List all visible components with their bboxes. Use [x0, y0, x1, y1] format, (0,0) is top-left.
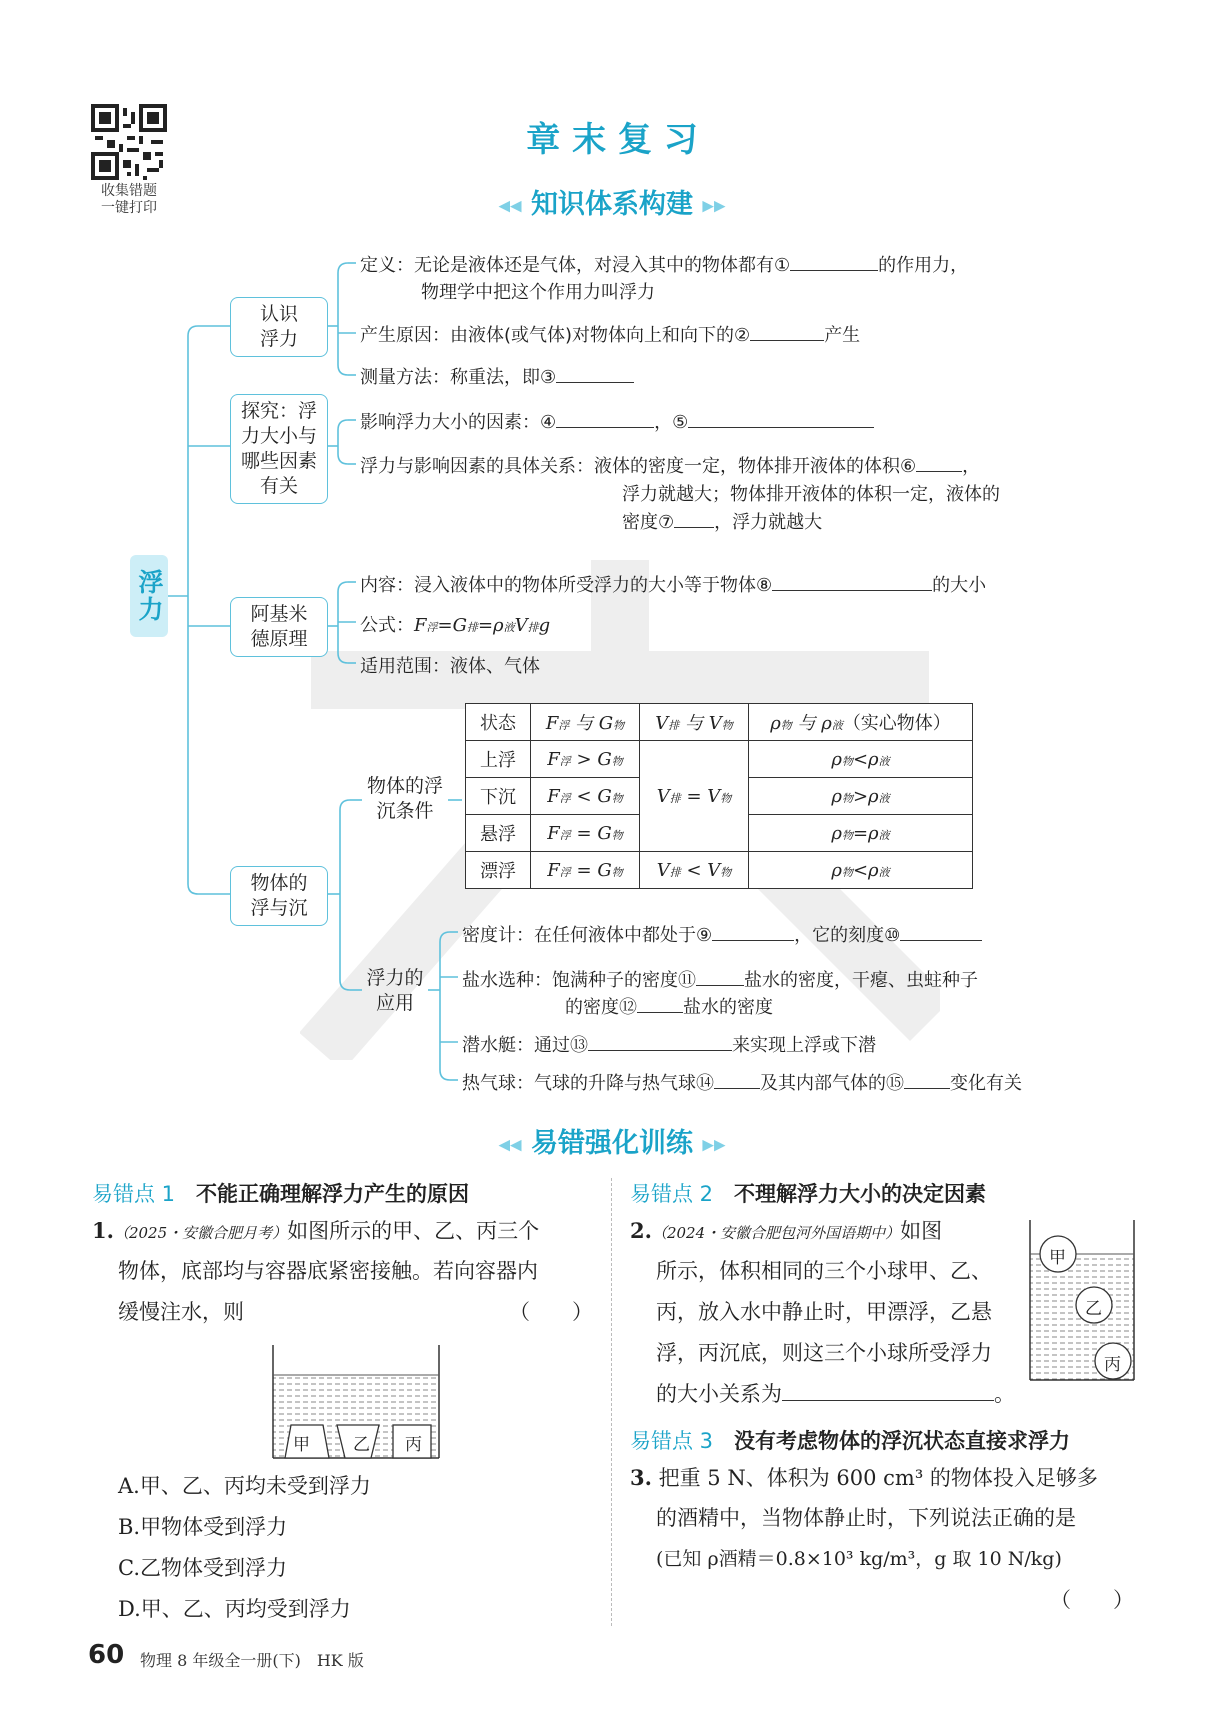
error-point-2-tag: 易错点 2 — [630, 1182, 714, 1206]
table-cell-density: ρ物>ρ液 — [749, 778, 973, 815]
submarine-line — [462, 1031, 876, 1057]
seed-selection-text-end: 盐水的密度，干瘪、虫蛀种子 — [744, 970, 978, 991]
cause-text: 产生原因：由液体(或气体)对物体向上和向下的② — [360, 325, 751, 346]
table-header-force: F浮 与 G物 — [531, 704, 640, 741]
balloon-line — [462, 1069, 1022, 1095]
error-point-2-heading — [630, 1178, 986, 1208]
table-cell-density: ρ物<ρ液 — [749, 852, 973, 889]
table-header-volume: V排 与 V物 — [640, 704, 749, 741]
buoyancy-application-label-line1: 浮力的 — [366, 967, 424, 989]
formula-label: 公式： — [360, 615, 414, 636]
branch-box-recognize — [230, 297, 328, 357]
page-title: 章 末 复 习 — [526, 120, 698, 160]
question-1-text: 如图所示的甲、乙、丙三个 — [287, 1219, 540, 1243]
seed-selection-line2 — [565, 993, 773, 1019]
question-1-line1 — [92, 1210, 539, 1254]
qr-caption-line2: 一键打印 — [101, 200, 157, 216]
blank-8[interactable] — [772, 572, 932, 591]
cause-line — [360, 321, 860, 347]
formula-line — [360, 611, 550, 637]
table-cell-state: 上浮 — [466, 741, 531, 778]
submarine-text: 潜水艇：通过⑬ — [462, 1035, 588, 1056]
question-3-line2: 的酒精中，当物体静止时，下列说法正确的是 — [656, 1506, 1076, 1530]
error-point-1-title: 不能正确理解浮力产生的原因 — [196, 1182, 470, 1206]
sink-float-table — [465, 703, 973, 889]
section-heading-knowledge-text: 知识体系构建 — [531, 189, 693, 220]
table-header-density: ρ物 与 ρ液（实心物体） — [749, 704, 973, 741]
question-1-line3 — [118, 1292, 593, 1333]
table-cell-state: 漂浮 — [466, 852, 531, 889]
column-divider — [611, 1178, 612, 1626]
relation-line — [360, 452, 980, 478]
blank-4[interactable] — [556, 409, 654, 428]
book-title: 物理 8 年级全一册(下) HK 版 — [140, 1651, 364, 1670]
principle-content-text: 内容：浸入液体中的物体所受浮力的大小等于物体⑧ — [360, 575, 773, 596]
relation-line3 — [622, 508, 822, 534]
mindmap-root — [130, 555, 168, 637]
figure-label-yi: 乙 — [353, 1435, 370, 1455]
relation-line2: 浮力就越大；物体排开液体的体积一定，液体的 — [622, 484, 1000, 505]
branch-box-archimedes-line1: 阿基米 — [250, 603, 308, 625]
branch-box-sink-float-line1: 物体的 — [250, 872, 308, 894]
seed-selection-line2-text: 的密度⑫ — [565, 997, 637, 1018]
branch-box-explore-line1: 探究：浮 — [240, 400, 317, 422]
table-cell-state: 悬浮 — [466, 815, 531, 852]
buoyancy-application-label — [362, 966, 428, 1016]
branch-box-sink-float — [230, 866, 328, 926]
table-row — [466, 852, 973, 889]
table-cell-force: F浮 = G物 — [531, 852, 640, 889]
left-arrows-icon: ◀◀ — [498, 1135, 522, 1154]
blank-3[interactable] — [556, 364, 634, 383]
blank-13[interactable] — [588, 1032, 732, 1051]
branch-box-explore-line3: 哪些因素 — [240, 450, 317, 472]
branch-box-explore-line4: 有关 — [259, 475, 298, 497]
question-1-option-d[interactable]: D.甲、乙、丙均受到浮力 — [118, 1597, 351, 1621]
factors-text: 影响浮力大小的因素：④ — [360, 412, 557, 433]
ball-label-yi: 乙 — [1085, 1299, 1102, 1319]
table-cell-density: ρ物<ρ液 — [749, 741, 973, 778]
error-point-3-tag: 易错点 3 — [630, 1429, 714, 1453]
branch-box-archimedes-line2: 德原理 — [250, 628, 308, 650]
question-1-line3-text: 缓慢注水，则 — [118, 1300, 244, 1324]
branch-box-explore-line2: 力大小与 — [240, 425, 317, 447]
question-1-option-b[interactable]: B.甲物体受到浮力 — [118, 1515, 288, 1539]
factors-text-mid: ，⑤ — [654, 412, 689, 433]
error-point-3-heading — [630, 1425, 1070, 1455]
blank-6[interactable] — [916, 453, 962, 472]
question-1-option-c[interactable]: C.乙物体受到浮力 — [118, 1556, 287, 1580]
question-3-line3: (已知 ρ酒精＝0.8×10³ kg/m³，g 取 10 N/kg) — [656, 1548, 1062, 1570]
right-arrows-icon: ▶▶ — [702, 1135, 726, 1154]
question-2-line5-text: 的大小关系为 — [656, 1382, 782, 1406]
branch-box-explore — [230, 394, 328, 504]
error-point-1-heading — [92, 1178, 469, 1208]
definition-line — [360, 251, 968, 277]
page-number: 60 — [88, 1640, 125, 1670]
table-cell-force: F浮 > G物 — [531, 741, 640, 778]
table-cell-volume-less: V排 < V物 — [640, 852, 749, 889]
table-header-state: 状态 — [466, 704, 531, 741]
blank-10[interactable] — [900, 922, 982, 941]
blank-5[interactable] — [688, 409, 874, 428]
figure-label-jia: 甲 — [293, 1435, 310, 1455]
scope-line: 适用范围：液体、气体 — [360, 656, 540, 677]
submarine-text-end: 来实现上浮或下潜 — [732, 1035, 876, 1056]
table-row — [466, 704, 973, 741]
figure-label-bing: 丙 — [405, 1435, 422, 1455]
definition-text-end: 的作用力， — [878, 255, 969, 276]
principle-content-line — [360, 571, 986, 597]
question-3-number: 3. — [630, 1465, 652, 1490]
cause-text-end: 产生 — [824, 325, 861, 346]
definition-line2: 物理学中把这个作用力叫浮力 — [421, 282, 655, 303]
seed-selection-text: 盐水选种：饱满种子的密度⑪ — [462, 970, 696, 991]
error-point-2-title: 不理解浮力大小的决定因素 — [734, 1182, 987, 1206]
error-point-3-title: 没有考虑物体的浮沉状态直接求浮力 — [734, 1429, 1071, 1453]
table-cell-force: F浮 < G物 — [531, 778, 640, 815]
mindmap-root-label: 浮力 — [135, 569, 164, 623]
relation-text: 浮力与影响因素的具体关系：液体的密度一定，物体排开液体的体积⑥ — [360, 456, 917, 477]
blank-7[interactable] — [674, 509, 714, 528]
section-heading-training-text: 易错强化训练 — [531, 1128, 693, 1159]
ball-label-jia: 甲 — [1049, 1248, 1066, 1268]
blank-2[interactable] — [750, 322, 824, 341]
question-2-line1 — [630, 1210, 942, 1254]
blank-14[interactable] — [714, 1070, 760, 1089]
question-2-line4: 浮，丙沉底，则这三个小球所受浮力 — [656, 1341, 992, 1365]
blank-9[interactable] — [712, 922, 794, 941]
relation-text-end: ， — [962, 456, 981, 477]
balloon-text-mid: 及其内部气体的⑮ — [760, 1073, 904, 1094]
balloon-text-end: 变化有关 — [950, 1073, 1022, 1094]
question-2-answer-blank[interactable] — [782, 1382, 994, 1401]
branch-box-archimedes — [230, 597, 328, 657]
measure-line — [360, 363, 634, 389]
hydrometer-text-mid: ，它的刻度⑩ — [794, 925, 901, 946]
blank-1[interactable] — [790, 252, 878, 271]
sink-condition-label-line1: 物体的浮 — [366, 775, 443, 797]
hydrometer-line — [462, 921, 982, 947]
table-cell-state: 下沉 — [466, 778, 531, 815]
question-3-answer-paren[interactable]: （ ） — [1050, 1588, 1134, 1612]
question-1-option-a[interactable]: A.甲、乙、丙均未受到浮力 — [118, 1474, 371, 1498]
factors-line — [360, 408, 874, 434]
question-2-source: （2024・安徽合肥包河外国语期中） — [651, 1224, 901, 1242]
blank-11[interactable] — [696, 967, 744, 986]
question-2-number: 2. — [630, 1218, 652, 1243]
question-2-line3: 丙，放入水中静止时，甲漂浮，乙悬 — [656, 1300, 992, 1324]
question-3-text: 把重 5 N、体积为 600 cm³ 的物体投入足够多 — [658, 1466, 1098, 1490]
table-cell-volume-equal: V排 = V物 — [640, 741, 749, 852]
sink-condition-label — [362, 774, 448, 824]
question-2-text: 如图 — [900, 1219, 943, 1243]
formula-expression: F浮=G排=ρ液V排g — [414, 615, 551, 636]
question-1-source: （2025・安徽合肥月考） — [113, 1224, 288, 1242]
question-2-line2: 所示，体积相同的三个小球甲、乙、 — [656, 1259, 992, 1283]
blank-15[interactable] — [904, 1070, 950, 1089]
question-1-answer-paren[interactable]: （ ） — [509, 1300, 593, 1324]
question-2-line5-end: 。 — [994, 1382, 1015, 1406]
table-header-density-suffix: （实心物体） — [842, 713, 951, 734]
right-arrows-icon: ▶▶ — [702, 196, 726, 215]
branch-box-recognize-line2: 浮力 — [259, 328, 298, 350]
principle-content-end: 的大小 — [932, 575, 987, 596]
seed-selection-line2-end: 盐水的密度 — [683, 997, 773, 1018]
question-3-line1 — [630, 1457, 1098, 1499]
ball-label-bing: 丙 — [1104, 1355, 1121, 1375]
question-1-line2: 物体，底部均与容器底紧密接触。若向容器内 — [118, 1259, 538, 1283]
buoyancy-application-label-line2: 应用 — [375, 992, 414, 1014]
section-heading-training — [0, 1121, 1224, 1160]
blank-12[interactable] — [637, 994, 683, 1013]
definition-text: 定义：无论是液体还是气体，对浸入其中的物体都有① — [360, 255, 791, 276]
balloon-text: 热气球：气球的升降与热气球⑭ — [462, 1073, 714, 1094]
table-cell-force: F浮 = G物 — [531, 815, 640, 852]
branch-box-sink-float-line2: 浮与沉 — [250, 897, 308, 919]
relation-line3-text: 密度⑦ — [622, 512, 675, 533]
sink-condition-label-line2: 沉条件 — [376, 800, 434, 822]
seed-selection-line — [462, 966, 978, 992]
hydrometer-text: 密度计：在任何液体中都处于⑨ — [462, 925, 713, 946]
table-row — [466, 741, 973, 778]
left-arrows-icon: ◀◀ — [498, 196, 522, 215]
measure-text: 测量方法：称重法，即③ — [360, 367, 557, 388]
question-2-line5 — [656, 1374, 1015, 1415]
branch-box-recognize-line1: 认识 — [259, 303, 298, 325]
qr-caption-line1: 收集错题 — [101, 183, 157, 199]
table-cell-density: ρ物=ρ液 — [749, 815, 973, 852]
question-1-number: 1. — [92, 1218, 114, 1243]
relation-line3-end: ，浮力就越大 — [714, 512, 823, 533]
error-point-1-tag: 易错点 1 — [92, 1182, 176, 1206]
